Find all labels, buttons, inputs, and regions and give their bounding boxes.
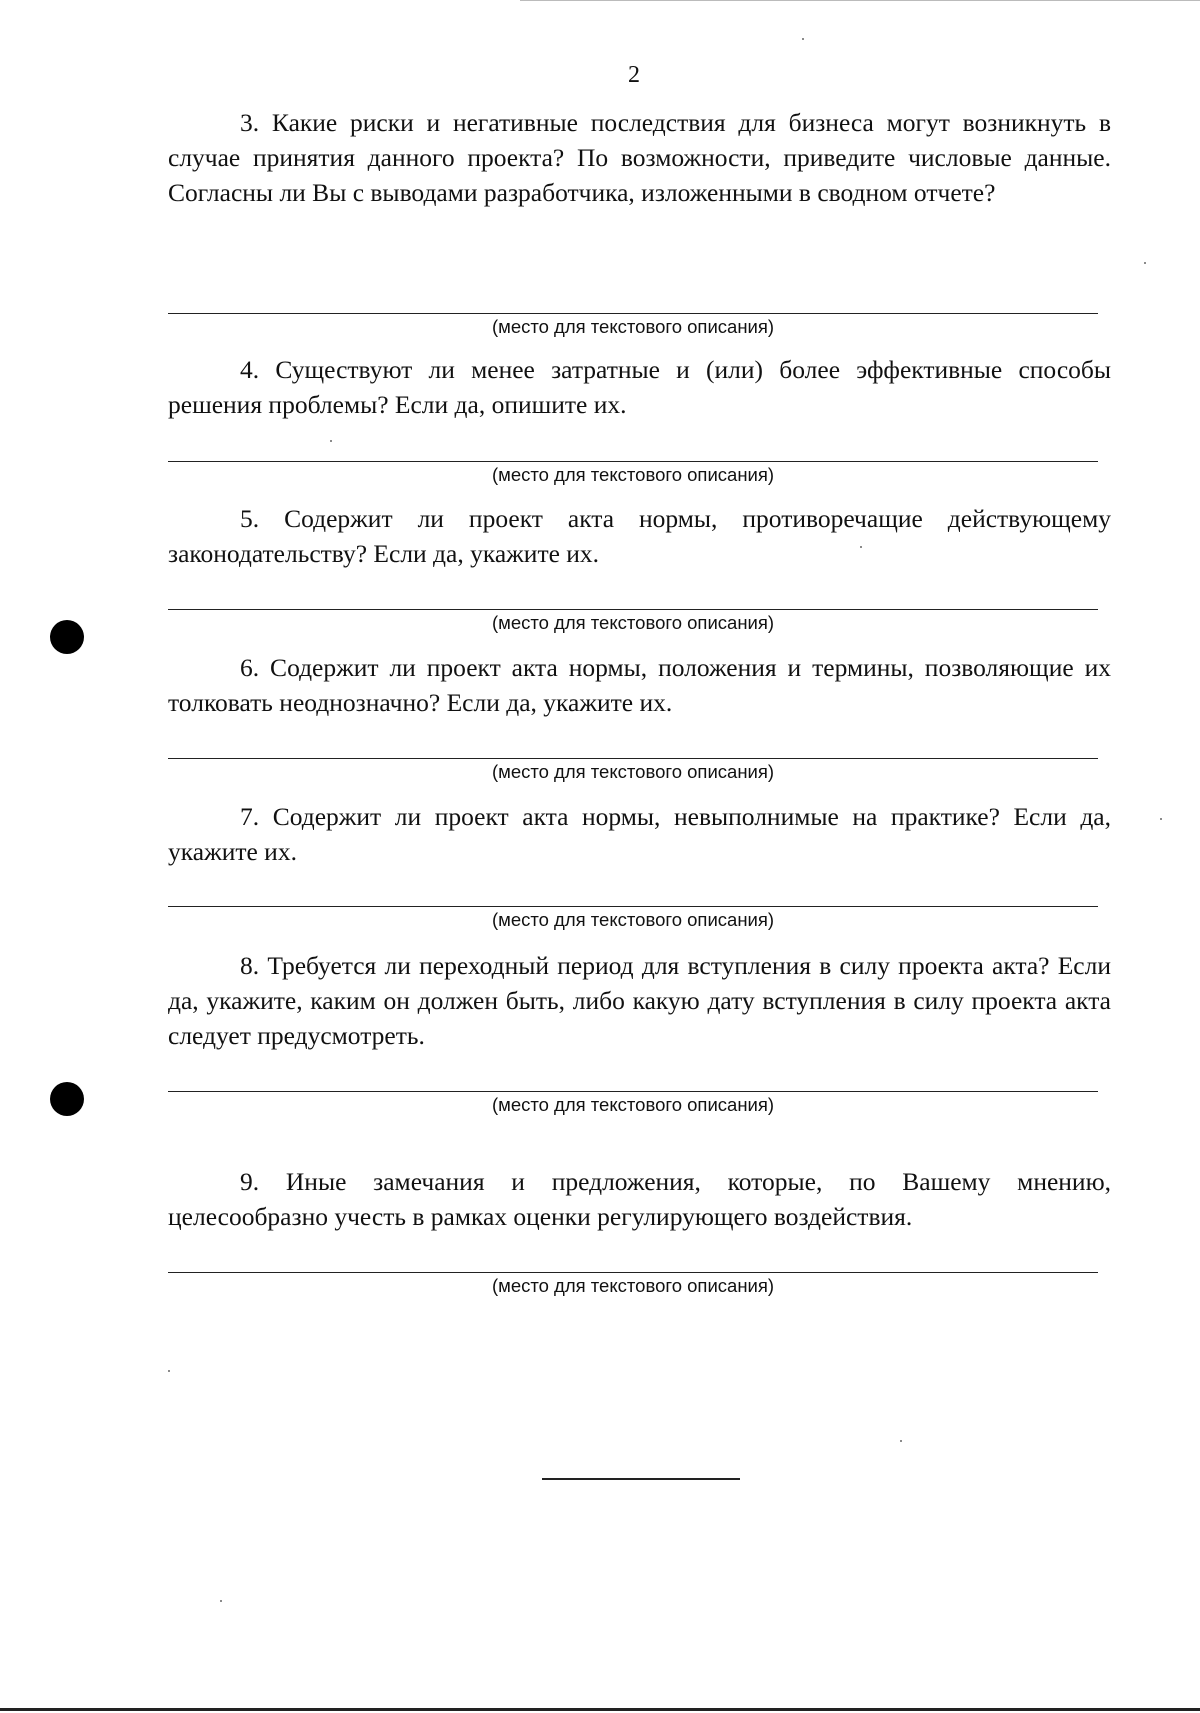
question-4: 4. Существуют ли менее затратные и (или) более эффективные способы решения проблемы? Если да, опишите их. [168,355,1111,419]
scan-speck [1144,262,1146,264]
scan-speck [220,1600,222,1602]
question-3: 3. Какие риски и негативные последствия для бизнеса могут возникнуть в случае принятия данного проекта? По возможности, приведите числовые данные. Согласны ли Вы с выводами разработчика, изложенными в сводном отчете? [168,108,1111,207]
question-6: 6. Содержит ли проект акта нормы, положения и термины, позволяющие их толковать неоднозначно? Если да, укажите их. [168,653,1111,717]
answer-line [168,313,1098,314]
scan-speck [802,38,804,40]
question-5: 5. Содержит ли проект акта нормы, противоречащие действующему законодательству? Если да, укажите их. [168,504,1111,568]
answer-line [168,758,1098,759]
answer-line [168,906,1098,907]
answer-caption: (место для текстового описания) [491,612,775,633]
scan-speck [330,440,332,442]
scan-speck [860,546,862,548]
answer-caption: (место для текстового описания) [491,1094,775,1115]
answer-line [168,461,1098,462]
scan-speck [1160,818,1162,820]
punch-hole [50,1082,84,1116]
question-8: 8. Требуется ли переходный период для вступления в силу проекта акта? Если да, укажите, каким он должен быть, либо какую дату вступления в силу проекта акта следует предусмотреть. [168,951,1111,1050]
answer-caption: (место для текстового описания) [491,316,775,337]
page-number: 2 [628,62,640,88]
punch-hole [50,620,84,654]
answer-line [168,1272,1098,1273]
scan-speck [900,1440,902,1442]
scan-speck [168,1370,170,1372]
scan-edge-line [0,1708,1200,1711]
answer-line [168,1091,1098,1092]
answer-caption: (место для текстового описания) [491,909,775,930]
answer-caption: (место для текстового описания) [491,464,775,485]
answer-caption: (место для текстового описания) [491,1275,775,1296]
scan-edge-line [520,0,1200,1]
question-7: 7. Содержит ли проект акта нормы, невыполнимые на практике? Если да, укажите их. [168,802,1111,866]
end-of-document-line [542,1478,740,1480]
question-9: 9. Иные замечания и предложения, которые, по Вашему мнению, целесообразно учесть в рамках оценки регулирующего воздействия. [168,1167,1111,1231]
answer-caption: (место для текстового описания) [491,761,775,782]
answer-line [168,609,1098,610]
